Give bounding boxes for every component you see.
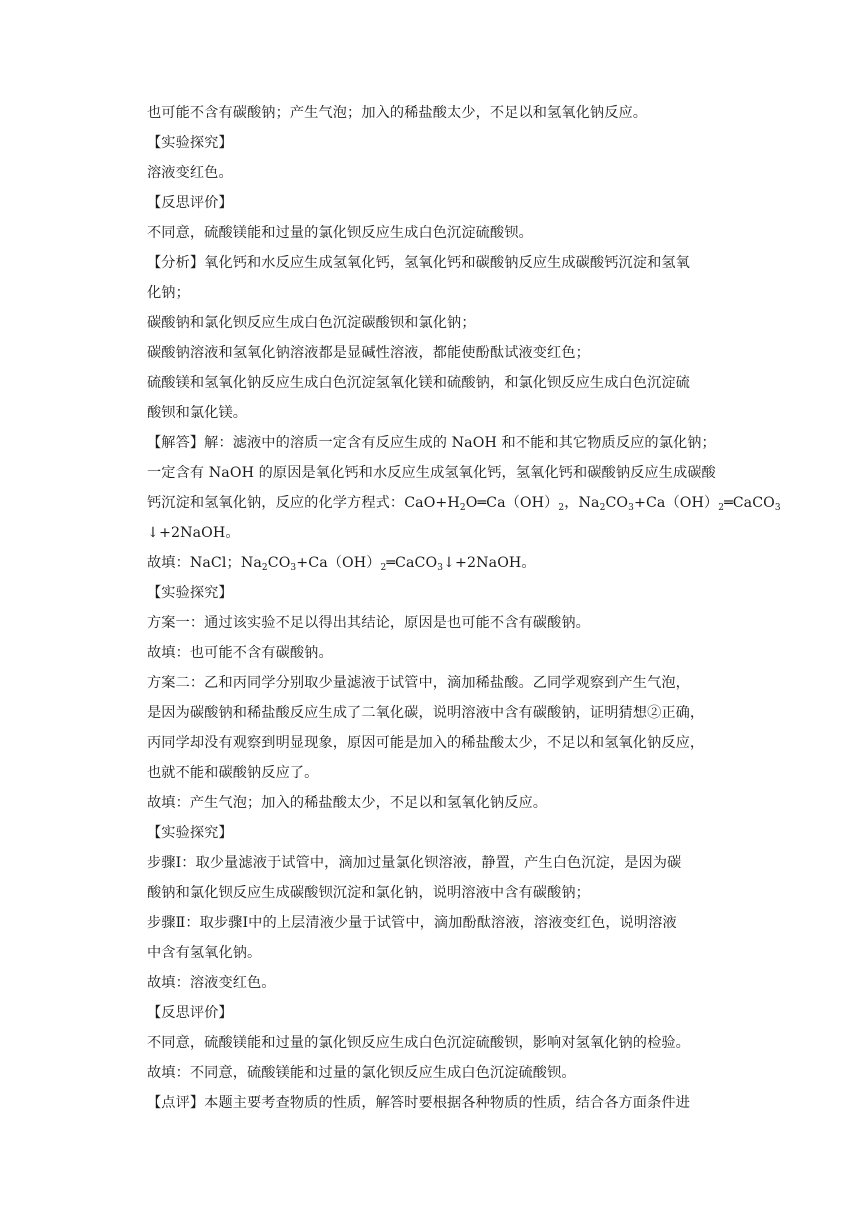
text-line: 不同意，硫酸镁能和过量的氯化钡反应生成白色沉淀硫酸钡，影响对氢氧化钠的检验。: [147, 1035, 690, 1051]
text-line: 一定含有 NaOH 的原因是氧化钙和水反应生成氢氧化钙，氢氧化钙和碳酸钠反应生成碳酸: [147, 465, 716, 481]
text-line: 硫酸镁和氢氧化钠反应生成白色沉淀氢氧化镁和硫酸钠，和氯化钡反应生成白色沉淀硫: [147, 375, 690, 391]
equation-line: [147, 553, 747, 573]
section-heading: 【实验探究】: [147, 825, 233, 841]
text-line: 溶液变红色。: [147, 165, 233, 181]
text-line: 故填：不同意，硫酸镁能和过量的氯化钡反应生成白色沉淀硫酸钡。: [147, 1065, 576, 1081]
text-line: 中含有氢氧化钠。: [147, 945, 262, 961]
subscript: 2: [599, 503, 606, 513]
subscript: 3: [290, 563, 297, 573]
text-line: 故填：溶液变红色。: [147, 975, 276, 991]
section-heading: 【反思评价】: [147, 1005, 233, 1021]
text-line: 【点评】本题主要考查物质的性质，解答时要根据各种物质的性质，结合各方面条件进: [147, 1095, 690, 1111]
text-line: 步骤Ⅰ：取少量滤液于试管中，滴加过量氯化钡溶液，静置，产生白色沉淀，是因为碳: [147, 855, 682, 871]
text-line: 是因为碳酸钠和稀盐酸反应生成了二氧化碳，说明溶液中含有碳酸钠，证明猜想②正确，: [147, 705, 705, 721]
text-line: 也就不能和碳酸钠反应了。: [147, 765, 319, 781]
equation-part: CaO+H: [404, 495, 460, 511]
text-line: 方案一：通过该实验不足以得出其结论，原因是也可能不含有碳酸钠。: [147, 615, 590, 631]
text-line: 酸钡和氯化镁。: [147, 405, 248, 421]
section-heading: 【实验探究】: [147, 585, 233, 601]
subscript: 3: [437, 563, 444, 573]
equation-part: O═Ca（OH）: [465, 495, 559, 511]
text-line: 碳酸钠溶液和氢氧化钠溶液都是显碱性溶液，都能使酚酞试液变红色；: [147, 345, 590, 361]
text-line: 步骤Ⅱ：取步骤Ⅰ中的上层清液少量于试管中，滴加酚酞溶液，溶液变红色，说明溶液: [147, 915, 677, 931]
text-line: 丙同学却没有观察到明显现象，原因可能是加入的稀盐酸太少，不足以和氢氧化钠反应，: [147, 735, 705, 751]
equation-part: Na: [578, 495, 600, 511]
subscript: 2: [558, 503, 565, 513]
subscript: 2: [380, 563, 387, 573]
section-heading: 【反思评价】: [147, 195, 233, 211]
equation-part: ═CaCO: [724, 495, 775, 511]
equation-part: Na: [240, 555, 262, 571]
text-span: 钙沉淀和氢氧化钠，反应的化学方程式：: [147, 495, 405, 511]
text-line: 也可能不含有碳酸钠；产生气泡；加入的稀盐酸太少，不足以和氢氧化钠反应。: [147, 105, 648, 121]
equation-part: ↓+2NaOH。: [443, 555, 536, 571]
equation-separator: ，: [564, 495, 579, 511]
equation-part: +Ca（OH）: [296, 555, 381, 571]
equation-part: CO: [267, 555, 291, 571]
equation-line: [147, 493, 781, 513]
subscript: 2: [261, 563, 268, 573]
subscript: 2: [459, 503, 466, 513]
subscript: 3: [628, 503, 634, 513]
equation-part: +Ca（OH）: [633, 495, 719, 511]
text-line: 酸钠和氯化钡反应生成碳酸钡沉淀和氯化钠，说明溶液中含有碳酸钠；: [147, 885, 590, 901]
text-line: 不同意，硫酸镁能和过量的氯化钡反应生成白色沉淀硫酸钡。: [147, 225, 533, 241]
text-line: 【分析】氧化钙和水反应生成氢氧化钙，氢氧化钙和碳酸钠反应生成碳酸钙沉淀和氢氧: [147, 255, 690, 271]
text-line: 故填：也可能不含有碳酸钠。: [147, 645, 333, 661]
equation-part: ═CaCO: [386, 555, 438, 571]
text-line: 化钠；: [147, 285, 190, 301]
equation-part: CO: [605, 495, 629, 511]
subscript: 2: [718, 503, 725, 513]
text-span: 故填：NaCl；: [147, 555, 241, 571]
text-line: 【解答】解：滤液中的溶质一定含有反应生成的 NaOH 和不能和其它物质反应的氯化钠；: [147, 435, 716, 451]
text-line: 碳酸钠和氯化钡反应生成白色沉淀碳酸钡和氯化钠；: [147, 315, 476, 331]
text-line: 方案二：乙和丙同学分别取少量滤液于试管中，滴加稀盐酸。乙同学观察到产生气泡，: [147, 675, 690, 691]
subscript: 3: [774, 503, 781, 513]
text-line: 故填：产生气泡；加入的稀盐酸太少，不足以和氢氧化钠反应。: [147, 795, 548, 811]
text-line: ↓+2NaOH。: [147, 525, 240, 541]
section-heading: 【实验探究】: [147, 135, 233, 151]
